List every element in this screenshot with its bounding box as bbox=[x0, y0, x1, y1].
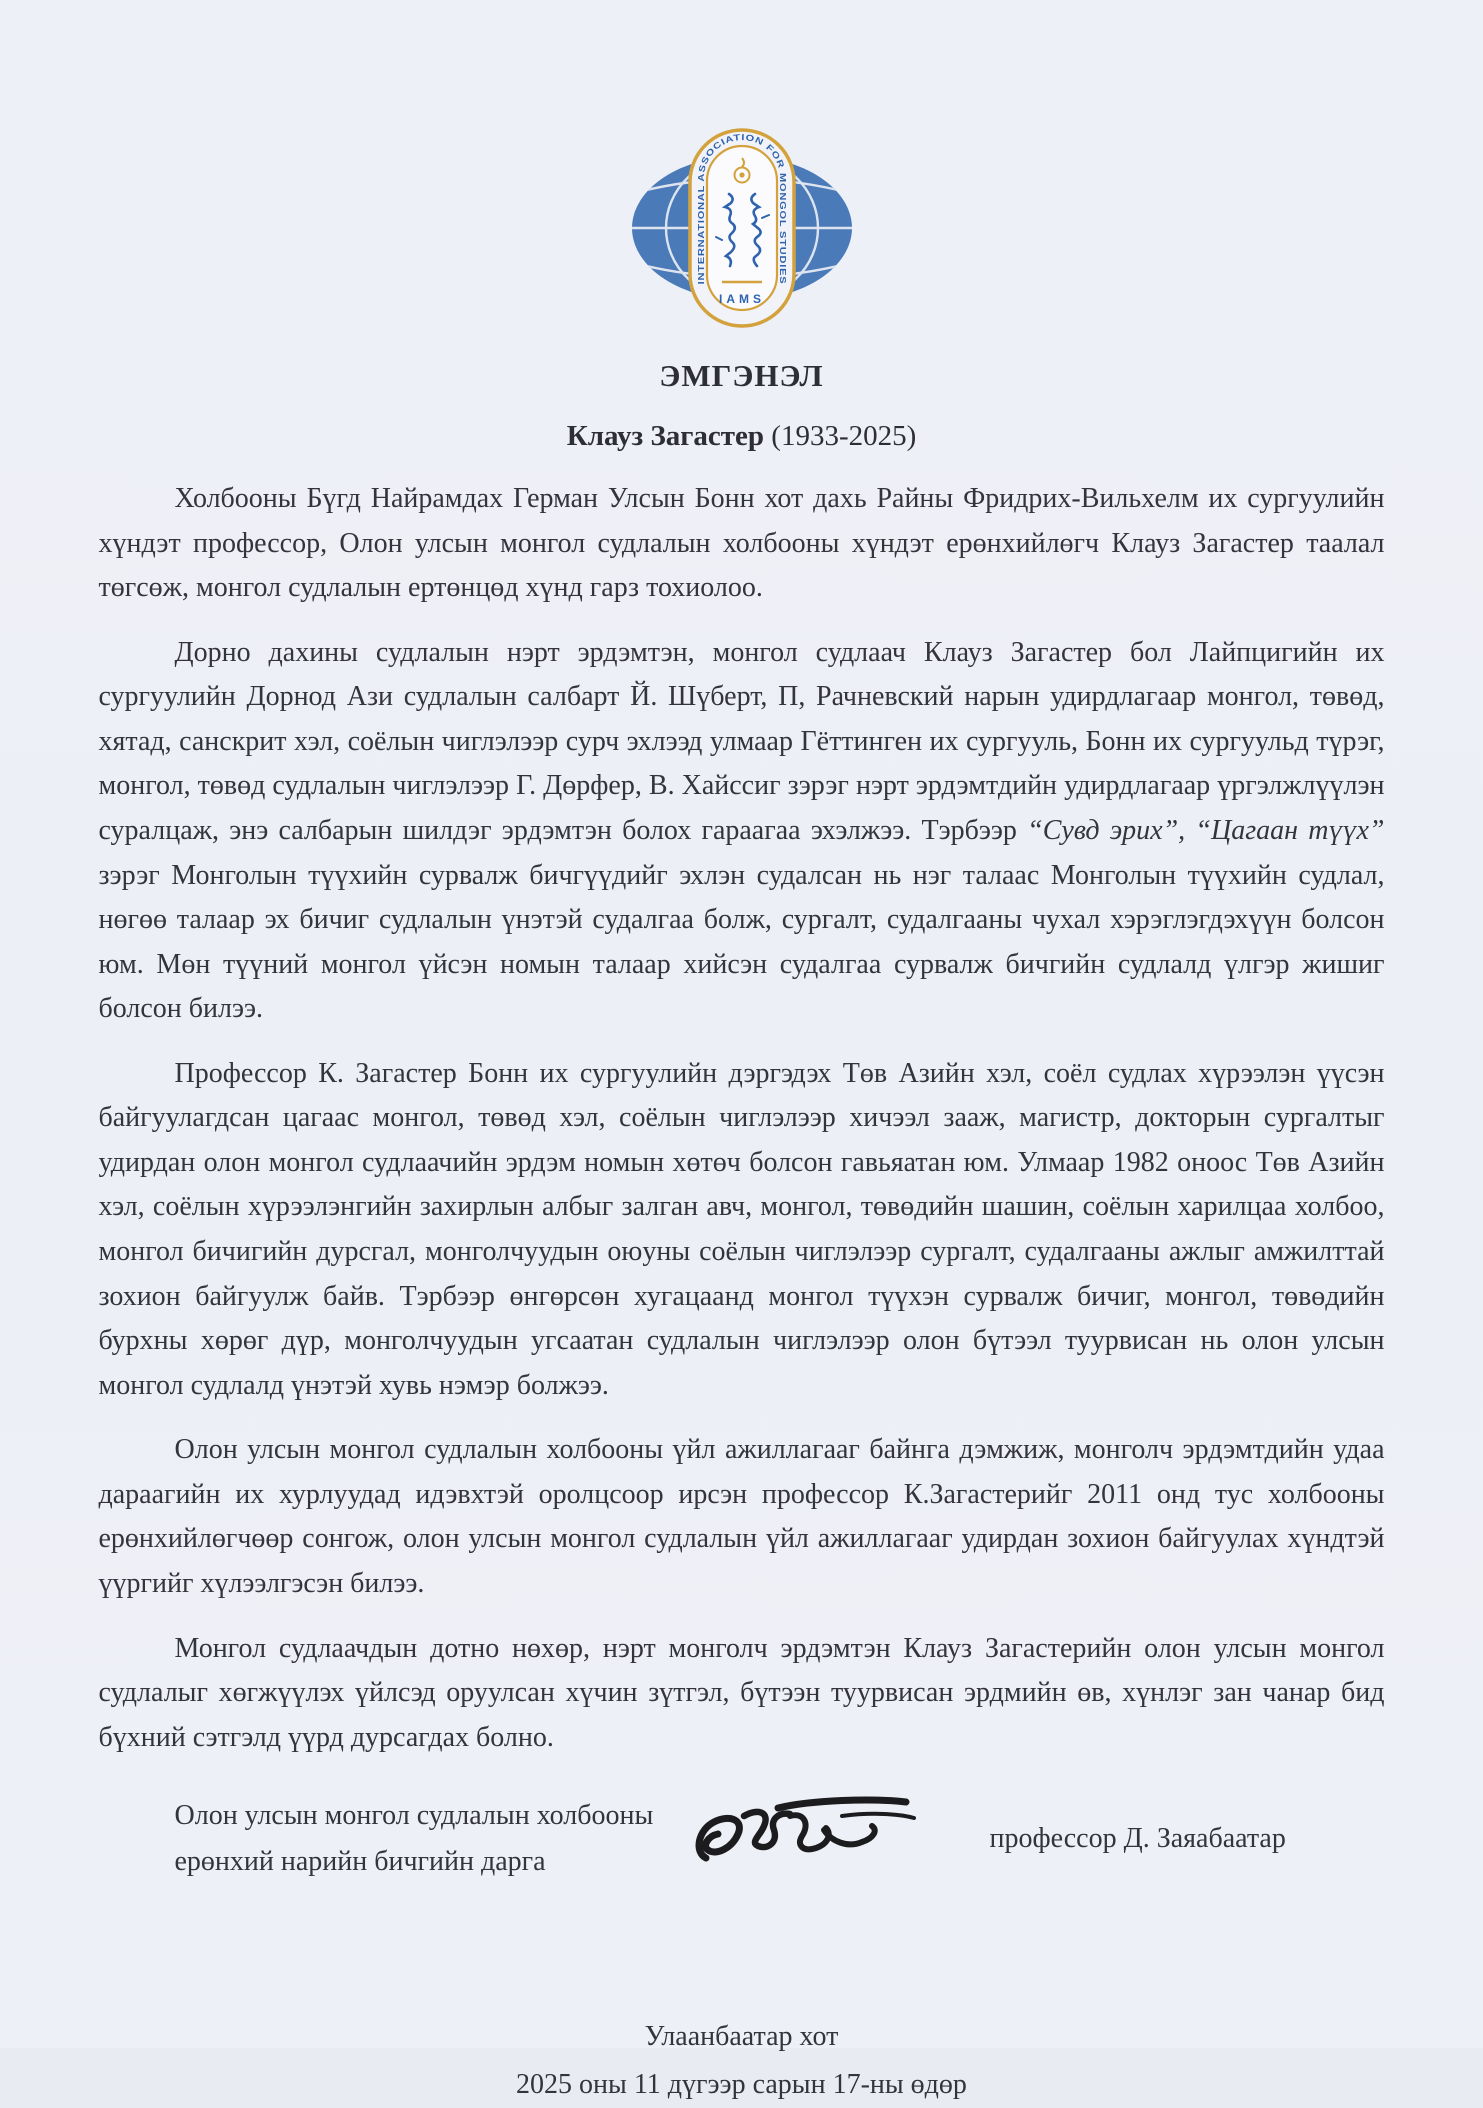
paragraph-segment: Холбооны Бүгд Найрамдах Герман Улсын Бонн хот дахь Райны Фридрих-Вильхелм их сургуулийн хүндэт профессор, Олон улсын монгол судлалын холбооны хүндэт ерөнхийлөгч Клауз Загастер таалал төгсөж, монгол судлалын ертөнцөд хүнд гарз тохиолоо. bbox=[98, 483, 1385, 604]
logo-acronym: IAMS bbox=[718, 292, 765, 306]
logo-curved-text: INTERNATIONAL ASSOCIATION FOR MONGOL STUDIES bbox=[695, 131, 788, 285]
letter-body bbox=[99, 477, 1385, 1760]
logo-inner-ring bbox=[707, 146, 777, 310]
footer-date: 2025 оны 11 дүгээр сарын 17-ны өдөр bbox=[516, 2068, 967, 2100]
paragraph bbox=[99, 1428, 1385, 1606]
iams-logo-icon bbox=[576, 122, 908, 334]
subtitle bbox=[0, 420, 1483, 453]
signature-block bbox=[99, 1786, 1385, 1891]
logo bbox=[0, 0, 1483, 334]
paragraph bbox=[99, 477, 1385, 611]
signatory-org-line2: ерөнхий нарийн бичгийн дарга bbox=[174, 1845, 546, 1877]
signature-icon bbox=[692, 1786, 942, 1886]
signatory-org bbox=[175, 1793, 680, 1884]
paragraph-segment: Олон улсын монгол судлалын холбооны үйл ажиллагааг байнга дэмжиж, монголч эрдэмтдийн удаа дараагийн их хурлуудад идэвхтэй оролцсоор ирсэн профессор К.Загастерийг 2011 онд тус холбооны ерөнхийлөгчөөр сонгож, олон улсын монгол судлалын үйл ажиллагааг удирдан зохион байгуулах хүндтэй үүргийг хүлээлгэсэн билээ. bbox=[98, 1434, 1385, 1599]
signatory-name: профессор Д. Заяабаатар bbox=[989, 1822, 1286, 1854]
page-title: ЭМГЭНЭЛ bbox=[659, 358, 824, 393]
paragraph-segment: Профессор К. Загастер Бонн их сургуулийн дэргэдэх Төв Азийн хэл, соёл судлах хүрээлэн үүсэн байгуулагдсан цагаас монгол, төвөд хэл, соёлын чиглэлээр хичээл зааж, магистр, докторын сургалтыг удирдан олон монгол судлаачийн эрдэм номын хөтөч болсон гавьяатан юм. Улмаар 1982 оноос Төв Азийн хэл, соёлын хүрээлэнгийн захирлын албыг залган авч, монгол, төвөдийн шашин, соёлын харилцаа холбоо, монгол бичигийн дурсгал, монголчуудын оюуны соёлын чиглэлээр сургалт, судалгааны ажлыг амжилттай зохион байгуулж байв. Тэрбээр өнгөрсөн хугацаанд монгол түүхэн сурвалж бичиг, монгол, төвөдийн бурхны хөрөг дүр, монголчуудын угсаатан судлалын чиглэлээр олон бүтээл туурвисан нь олон улсын монгол судлалд үнэтэй хувь нэмэр болжээ. bbox=[98, 1057, 1385, 1401]
deceased-years: (1933-2025) bbox=[764, 420, 917, 452]
paragraph-segment: Монгол судлаачдын дотно нөхөр, нэрт монголч эрдэмтэн Клауз Загастерийн олон улсын монгол судлалыг хөгжүүлэх үйлсэд оруулсан хүчин зүтгэл, бүтээн туурвисан эрдмийн өв, хүнлэг зан чанар бид бүхний сэтгэлд үүрд дурсагдах болно. bbox=[98, 1632, 1385, 1753]
paragraph bbox=[99, 631, 1385, 1032]
paragraph bbox=[99, 1627, 1385, 1761]
paragraph-segment: Дорно дахины судлалын нэрт эрдэмтэн, монгол судлаач Клауз Загастер бол Лайпцигийн их сургуулийн Дорнод Ази судлалын салбарт Й. Шүберт, П, Рачневский нарын удирдлагаар монгол, төвөд, хятад, санскрит хэл, соёлын чиглэлээр сурч эхлээд улмаар Гёттинген их сургууль, Бонн их сургуульд түрэг, монгол, төвөд судлалын чиглэлээр Г. Дөрфер, В. Хайссиг зэрэг нэрт эрдэмтдийн удирдлагаар үргэлжлүүлэн суралцаж, энэ салбарын шилдэг эрдэмтэн болох гараагаа эхэлжээ. Тэрбээр bbox=[98, 636, 1385, 846]
deceased-name: Клауз Загастер bbox=[566, 420, 765, 452]
paragraph-segment: зэрэг Монголын түүхийн сурвалж бичгүүдийг эхлэн судалсан нь нэг талаас Монголын түүхийн судлал, нөгөө талаар эх бичиг судлалын үнэтэй судалгаа болж, сургалт, судалгааны чухал хэрэглэгдэхүүн болсон юм. Мөн түүний монгол үйсэн номын талаар хийсэн судалгаа сурвалж бичгийн судлалд үлгэр жишиг болсон билээ. bbox=[98, 859, 1385, 1025]
paragraph bbox=[99, 1052, 1385, 1409]
letter-footer bbox=[0, 2013, 1483, 2108]
footer-city: Улаанбаатар хот bbox=[644, 2021, 839, 2053]
handwritten-signature bbox=[692, 1786, 942, 1891]
paragraph-segment-italic: “Сувд эрих”, “Цагаан түүх” bbox=[1027, 814, 1385, 846]
signatory-org-line1: Олон улсын монгол судлалын холбооны bbox=[174, 1800, 654, 1832]
